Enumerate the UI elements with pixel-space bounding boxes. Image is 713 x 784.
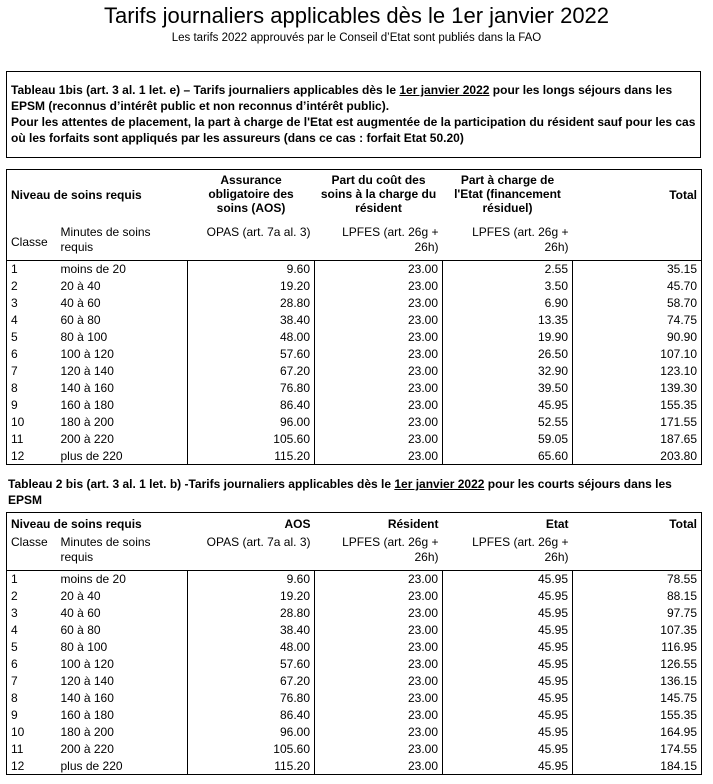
cell-minutes: 200 à 220 — [57, 741, 188, 758]
table-row — [7, 414, 702, 431]
cell-classe: 12 — [7, 758, 57, 775]
table-row — [7, 380, 702, 397]
cell-etat: 45.95 — [443, 656, 573, 673]
cell-minutes: 40 à 60 — [57, 605, 188, 622]
cell-resident: 23.00 — [315, 380, 443, 397]
cell-aos: 48.00 — [188, 639, 315, 656]
cell-classe: 8 — [7, 690, 57, 707]
cell-etat: 52.55 — [443, 414, 573, 431]
table2-caption — [8, 476, 700, 508]
cell-aos: 38.40 — [188, 312, 315, 329]
table-row — [7, 656, 702, 673]
cell-total: 88.15 — [573, 588, 702, 605]
cell-resident: 23.00 — [315, 724, 443, 741]
cell-total: 74.75 — [573, 312, 702, 329]
cell-minutes: moins de 20 — [57, 571, 188, 588]
cell-total: 35.15 — [573, 261, 702, 278]
cell-etat: 45.95 — [443, 588, 573, 605]
cell-resident: 23.00 — [315, 346, 443, 363]
cell-classe: 8 — [7, 380, 57, 397]
cell-aos: 48.00 — [188, 329, 315, 346]
cell-aos: 86.40 — [188, 397, 315, 414]
table-row — [7, 571, 702, 588]
cell-aos: 9.60 — [188, 261, 315, 278]
table1-caption-date: 1er janvier 2022 — [399, 83, 490, 97]
cell-aos: 86.40 — [188, 707, 315, 724]
table2-header-etat: Etat — [443, 513, 573, 535]
cell-classe: 9 — [7, 707, 57, 724]
cell-total: 78.55 — [573, 571, 702, 588]
cell-etat: 45.95 — [443, 758, 573, 775]
cell-total: 184.15 — [573, 758, 702, 775]
table1-caption-pre: Tableau 1bis (art. 3 al. 1 let. e) – Tarifs journaliers applicables dès le — [11, 83, 400, 97]
cell-resident: 23.00 — [315, 758, 443, 775]
cell-total: 164.95 — [573, 724, 702, 741]
cell-etat: 6.90 — [443, 295, 573, 312]
cell-resident: 23.00 — [315, 363, 443, 380]
table2-header-niveau: Niveau de soins requis — [7, 513, 188, 535]
cell-aos: 76.80 — [188, 690, 315, 707]
table1-sub-classe: Classe — [7, 225, 57, 261]
table2 — [6, 512, 702, 775]
table2-sub-minutes: Minutes de soins requis — [57, 535, 188, 571]
cell-minutes: 180 à 200 — [57, 414, 188, 431]
cell-minutes: 120 à 140 — [57, 363, 188, 380]
table-row — [7, 758, 702, 775]
cell-etat: 19.90 — [443, 329, 573, 346]
table2-sub-etat: LPFES (art. 26g + 26h) — [443, 535, 573, 571]
cell-aos: 76.80 — [188, 380, 315, 397]
cell-etat: 32.90 — [443, 363, 573, 380]
cell-aos: 115.20 — [188, 448, 315, 465]
cell-classe: 1 — [7, 571, 57, 588]
cell-aos: 28.80 — [188, 605, 315, 622]
cell-minutes: 140 à 160 — [57, 690, 188, 707]
cell-etat: 65.60 — [443, 448, 573, 465]
table2-sub-resident: LPFES (art. 26g + 26h) — [315, 535, 443, 571]
cell-minutes: plus de 220 — [57, 448, 188, 465]
table-row — [7, 346, 702, 363]
table1-body — [7, 261, 702, 465]
page-title: Tarifs journaliers applicables dès le 1er janvier 2022 — [103, 3, 610, 28]
cell-minutes: 20 à 40 — [57, 588, 188, 605]
table-row — [7, 295, 702, 312]
cell-classe: 2 — [7, 278, 57, 295]
cell-resident: 23.00 — [315, 329, 443, 346]
table-row — [7, 605, 702, 622]
cell-classe: 6 — [7, 346, 57, 363]
cell-resident: 23.00 — [315, 741, 443, 758]
cell-minutes: 140 à 160 — [57, 380, 188, 397]
cell-etat: 45.95 — [443, 571, 573, 588]
cell-minutes: 120 à 140 — [57, 673, 188, 690]
cell-aos: 105.60 — [188, 431, 315, 448]
table-row — [7, 363, 702, 380]
cell-etat: 45.95 — [443, 397, 573, 414]
cell-total: 123.10 — [573, 363, 702, 380]
table-row — [7, 639, 702, 656]
cell-etat: 45.95 — [443, 622, 573, 639]
cell-total: 155.35 — [573, 397, 702, 414]
cell-etat: 39.50 — [443, 380, 573, 397]
table-row — [7, 588, 702, 605]
cell-minutes: plus de 220 — [57, 758, 188, 775]
cell-minutes: 60 à 80 — [57, 312, 188, 329]
cell-classe: 7 — [7, 673, 57, 690]
cell-resident: 23.00 — [315, 622, 443, 639]
table2-sub-classe: Classe — [7, 535, 57, 571]
table-row — [7, 312, 702, 329]
cell-etat: 26.50 — [443, 346, 573, 363]
cell-etat: 45.95 — [443, 690, 573, 707]
cell-classe: 10 — [7, 414, 57, 431]
cell-etat: 59.05 — [443, 431, 573, 448]
table-row — [7, 673, 702, 690]
table2-caption-box — [8, 476, 700, 508]
cell-total: 107.35 — [573, 622, 702, 639]
cell-classe: 9 — [7, 397, 57, 414]
table2-sub-aos: OPAS (art. 7a al. 3) — [188, 535, 315, 571]
cell-minutes: 200 à 220 — [57, 431, 188, 448]
cell-total: 171.55 — [573, 414, 702, 431]
table-row — [7, 707, 702, 724]
cell-total: 90.90 — [573, 329, 702, 346]
table1-header-niveau: Niveau de soins requis — [7, 170, 188, 225]
cell-total: 97.75 — [573, 605, 702, 622]
cell-minutes: 100 à 120 — [57, 656, 188, 673]
cell-minutes: 80 à 100 — [57, 329, 188, 346]
page-subtitle: Les tarifs 2022 approuvés par le Conseil d’Etat sont publiés dans la FAO — [171, 32, 542, 44]
table-row — [7, 741, 702, 758]
cell-minutes: 180 à 200 — [57, 724, 188, 741]
cell-classe: 6 — [7, 656, 57, 673]
cell-aos: 57.60 — [188, 656, 315, 673]
cell-classe: 1 — [7, 261, 57, 278]
table2-caption-date: 1er janvier 2022 — [394, 477, 485, 491]
cell-minutes: 60 à 80 — [57, 622, 188, 639]
cell-aos: 57.60 — [188, 346, 315, 363]
cell-classe: 12 — [7, 448, 57, 465]
cell-minutes: 160 à 180 — [57, 397, 188, 414]
cell-aos: 9.60 — [188, 571, 315, 588]
cell-aos: 67.20 — [188, 363, 315, 380]
table1-sub-minutes: Minutes de soins requis — [57, 225, 188, 261]
cell-minutes: 160 à 180 — [57, 707, 188, 724]
cell-resident: 23.00 — [315, 673, 443, 690]
cell-aos: 96.00 — [188, 724, 315, 741]
table-row — [7, 431, 702, 448]
cell-classe: 4 — [7, 312, 57, 329]
cell-minutes: 20 à 40 — [57, 278, 188, 295]
table1-caption — [11, 82, 696, 114]
cell-resident: 23.00 — [315, 397, 443, 414]
cell-resident: 23.00 — [315, 295, 443, 312]
cell-total: 155.35 — [573, 707, 702, 724]
cell-total: 126.55 — [573, 656, 702, 673]
cell-classe: 2 — [7, 588, 57, 605]
cell-total: 203.80 — [573, 448, 702, 465]
cell-etat: 45.95 — [443, 673, 573, 690]
cell-classe: 3 — [7, 605, 57, 622]
cell-total: 136.15 — [573, 673, 702, 690]
cell-etat: 13.35 — [443, 312, 573, 329]
cell-classe: 11 — [7, 741, 57, 758]
table-row — [7, 622, 702, 639]
cell-resident: 23.00 — [315, 278, 443, 295]
cell-etat: 45.95 — [443, 707, 573, 724]
table1-header-resident: Part du coût des soins à la charge du résident — [315, 170, 443, 225]
table1-header-aos: Assurance obligatoire des soins (AOS) — [188, 170, 315, 225]
cell-resident: 23.00 — [315, 707, 443, 724]
cell-minutes: 80 à 100 — [57, 639, 188, 656]
cell-minutes: 100 à 120 — [57, 346, 188, 363]
cell-resident: 23.00 — [315, 312, 443, 329]
cell-resident: 23.00 — [315, 448, 443, 465]
table-row — [7, 278, 702, 295]
cell-resident: 23.00 — [315, 431, 443, 448]
cell-resident: 23.00 — [315, 639, 443, 656]
table1-caption-post: pour les longs séjours dans les EPSM (reconnus d’intérêt public et non reconnus d’intérêt public). — [11, 83, 673, 113]
table1-sub-total — [573, 225, 702, 261]
table1-note: Pour les attentes de placement, la part à charge de l'Etat est augmentée de la participation du résident sauf pour les cas où les forfaits sont appliqués par les assureurs (dans ce cas : forfait Etat 50.20) — [11, 115, 696, 145]
table2-sub-total — [573, 535, 702, 571]
cell-total: 107.10 — [573, 346, 702, 363]
cell-total: 116.95 — [573, 639, 702, 656]
cell-classe: 11 — [7, 431, 57, 448]
cell-classe: 10 — [7, 724, 57, 741]
cell-etat: 2.55 — [443, 261, 573, 278]
table1 — [6, 169, 702, 465]
table2-header-aos: AOS — [188, 513, 315, 535]
cell-resident: 23.00 — [315, 656, 443, 673]
cell-classe: 5 — [7, 329, 57, 346]
cell-aos: 19.20 — [188, 278, 315, 295]
cell-aos: 28.80 — [188, 295, 315, 312]
cell-aos: 67.20 — [188, 673, 315, 690]
cell-aos: 115.20 — [188, 758, 315, 775]
table1-sub-resident: LPFES (art. 26g + 26h) — [315, 225, 443, 261]
table1-header-total: Total — [573, 170, 702, 225]
cell-etat: 45.95 — [443, 605, 573, 622]
cell-total: 174.55 — [573, 741, 702, 758]
table2-body — [7, 571, 702, 775]
cell-classe: 3 — [7, 295, 57, 312]
table-row — [7, 329, 702, 346]
table1-sub-aos: OPAS (art. 7a al. 3) — [188, 225, 315, 261]
table1-description-box — [6, 71, 701, 158]
cell-resident: 23.00 — [315, 690, 443, 707]
cell-classe: 5 — [7, 639, 57, 656]
table-row — [7, 690, 702, 707]
cell-classe: 7 — [7, 363, 57, 380]
cell-minutes: 40 à 60 — [57, 295, 188, 312]
cell-etat: 45.95 — [443, 741, 573, 758]
table1-header-etat: Part à charge de l'Etat (financement résiduel) — [443, 170, 573, 225]
table2-caption-pre: Tableau 2 bis (art. 3 al. 1 let. b) -Tarifs journaliers applicables dès le — [8, 477, 395, 491]
cell-resident: 23.00 — [315, 261, 443, 278]
table2-header-total: Total — [573, 513, 702, 535]
cell-total: 45.70 — [573, 278, 702, 295]
cell-total: 139.30 — [573, 380, 702, 397]
table-row — [7, 448, 702, 465]
table-row — [7, 724, 702, 741]
cell-aos: 19.20 — [188, 588, 315, 605]
cell-resident: 23.00 — [315, 605, 443, 622]
cell-total: 145.75 — [573, 690, 702, 707]
cell-etat: 45.95 — [443, 639, 573, 656]
cell-total: 58.70 — [573, 295, 702, 312]
cell-minutes: moins de 20 — [57, 261, 188, 278]
cell-etat: 45.95 — [443, 724, 573, 741]
cell-aos: 38.40 — [188, 622, 315, 639]
cell-resident: 23.00 — [315, 571, 443, 588]
table2-header-resident: Résident — [315, 513, 443, 535]
cell-resident: 23.00 — [315, 588, 443, 605]
cell-aos: 96.00 — [188, 414, 315, 431]
cell-etat: 3.50 — [443, 278, 573, 295]
table-row — [7, 261, 702, 278]
cell-total: 187.65 — [573, 431, 702, 448]
cell-classe: 4 — [7, 622, 57, 639]
table-row — [7, 397, 702, 414]
cell-resident: 23.00 — [315, 414, 443, 431]
table2-caption-post: pour les courts séjours dans les EPSM — [8, 477, 672, 507]
table1-sub-etat: LPFES (art. 26g + 26h) — [443, 225, 573, 261]
cell-aos: 105.60 — [188, 741, 315, 758]
